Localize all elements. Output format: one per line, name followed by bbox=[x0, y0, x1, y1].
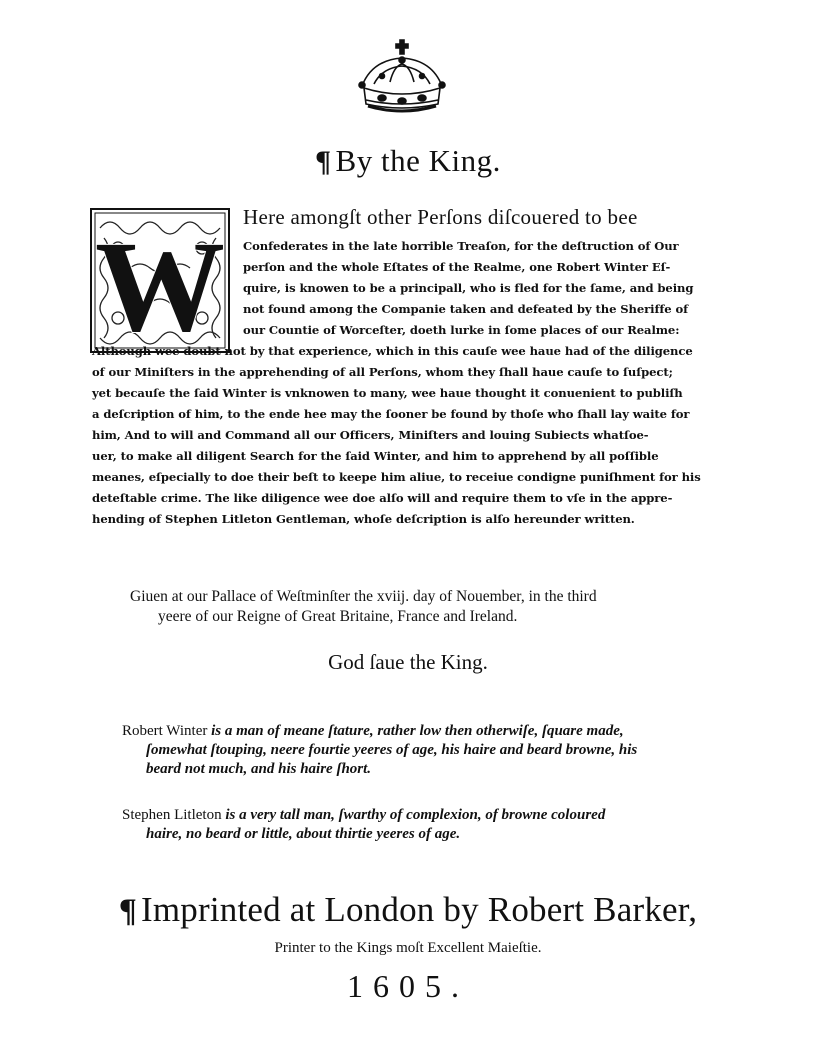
description-stephen-litleton bbox=[122, 806, 742, 844]
body-line: of our Miniſters in the apprehending of all Perſons, whom they ſhall haue cauſe to ſuſpect; bbox=[92, 365, 673, 379]
body-line: him, And to will and Command all our Officers, Miniſters and louing Subiects whatſoe- bbox=[92, 428, 649, 442]
imprint-line bbox=[0, 890, 816, 930]
description-continuation: beard not much, and his haire ſhort. bbox=[146, 761, 372, 777]
description-text: is a very tall man, ſwarthy of complexion, of browne coloured bbox=[221, 807, 606, 823]
body-line: uer, to make all diligent Search for the ſaid Winter, and him to apprehend by all poſſible bbox=[92, 449, 659, 463]
body-line: hending of Stephen Litleton Gentleman, whoſe deſcription is alſo hereunder written. bbox=[92, 512, 635, 526]
description-text: is a man of meane ſtature, rather low then otherwiſe, ſquare made, bbox=[207, 723, 624, 739]
title-text: By the King. bbox=[335, 143, 501, 178]
initial-letter: W bbox=[95, 215, 225, 353]
god-save-the-king: God ſaue the King. bbox=[328, 650, 488, 674]
description-continuation: haire, no beard or little, about thirtie yeeres of age. bbox=[146, 826, 461, 842]
imprint-text: Imprinted at London by Robert Barker, bbox=[141, 890, 698, 929]
intro-line: Here amongſt other Perſons diſcouered to bee bbox=[243, 205, 638, 229]
body-line: perſon and the whole Eſtates of the Realme, one Robert Winter Eſ- bbox=[243, 260, 671, 274]
royal-crown-icon bbox=[352, 38, 452, 120]
description-name: Robert Winter bbox=[122, 723, 208, 739]
body-line: deteſtable crime. The like diligence wee doe alſo will and require them to vſe in the appre- bbox=[92, 491, 673, 505]
given-line-1: Giuen at our Pallace of Weſtminſter the xviij. day of Nouember, in the third bbox=[130, 588, 597, 605]
description-robert-winter bbox=[122, 722, 742, 779]
body-line: our Countie of Worceſter, doeth lurke in ſome places of our Realme: bbox=[243, 323, 680, 337]
body-line: Although wee doubt not by that experience, which in this cauſe wee haue had of the diligence bbox=[92, 344, 693, 358]
description-continuation: ſomewhat ſtouping, neere fourtie yeeres of age, his haire and beard browne, his bbox=[146, 742, 638, 758]
year: 1605. bbox=[347, 968, 469, 1004]
body-line: quire, is knowen to be a principall, who is fled for the ſame, and being bbox=[243, 281, 694, 295]
body-line: not found among the Companie taken and defeated by the Sheriffe of bbox=[243, 302, 688, 316]
body-line: yet becauſe the ſaid Winter is vnknowen to many, wee haue thought it conuenient to publiſh bbox=[92, 386, 683, 400]
description-name: Stephen Litleton bbox=[122, 807, 222, 823]
given-line-2: yeere of our Reigne of Great Britaine, France and Ireland. bbox=[158, 608, 518, 625]
body-line: meanes, eſpecially to doe their beſt to keepe him aliue, to receiue condigne puniſhment for his bbox=[92, 470, 701, 484]
given-at-statement bbox=[130, 587, 760, 627]
body-line: Confederates in the late horrible Treaſon, for the deſtruction of Our bbox=[243, 239, 679, 253]
decorated-initial bbox=[90, 208, 230, 353]
body-line: a deſcription of him, to the ende hee may the ſooner be found by thoſe who ſhall lay waite for bbox=[92, 407, 690, 421]
proclamation-title bbox=[0, 143, 816, 179]
pilcrow-mark: ¶ bbox=[118, 892, 138, 929]
pilcrow-mark: ¶ bbox=[315, 146, 332, 178]
printer-line: Printer to the Kings moſt Excellent Maieſtie. bbox=[274, 940, 542, 956]
